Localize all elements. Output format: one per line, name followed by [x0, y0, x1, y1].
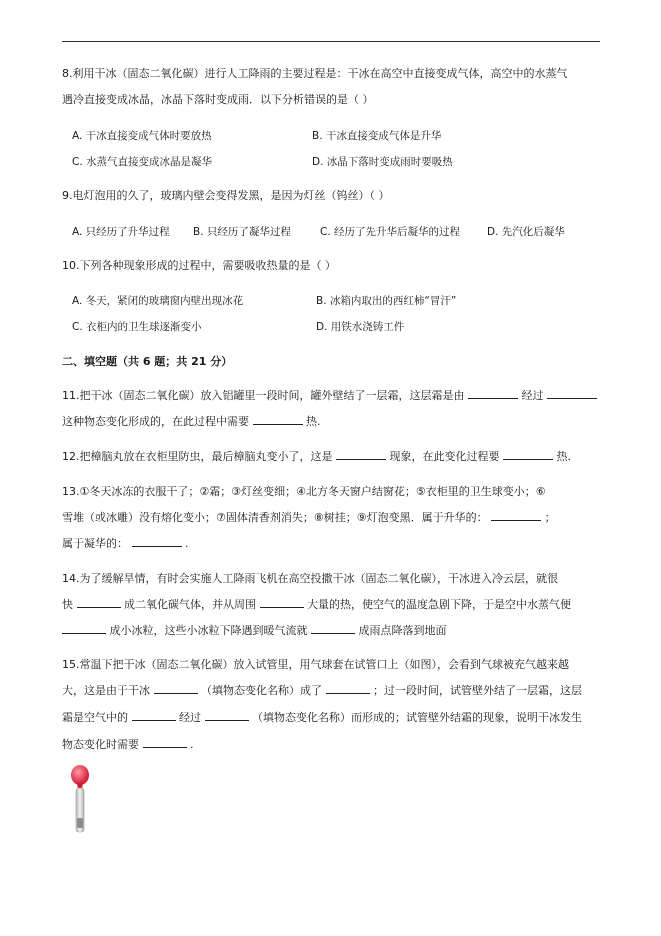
- q10-option-c[interactable]: C. 衣柜内的卫生球逐渐变小: [72, 321, 202, 333]
- q14-blank-4[interactable]: [311, 623, 355, 634]
- q8-stem-line2: 遇冷直接变成冰晶，冰晶下落时变成雨．以下分析错误的是（ ）: [62, 93, 374, 106]
- q13-blank-1[interactable]: [491, 510, 541, 521]
- q12-blank-2[interactable]: [503, 449, 553, 460]
- q9-stem: 9.电灯泡用的久了，玻璃内壁会变得发黑，是因为灯丝（钨丝）（ ）: [62, 189, 390, 202]
- q14-blank-2[interactable]: [260, 597, 304, 608]
- q8-option-c[interactable]: C. 水蒸气直接变成冰晶是凝华: [72, 156, 213, 168]
- q15-line4: [62, 737, 194, 753]
- q15-blank-3[interactable]: [132, 710, 176, 721]
- q11-line2: [62, 414, 321, 430]
- header-rule: [62, 41, 600, 42]
- q13-text-2: 雪堆（或冰雕）没有熔化变小；⑦固体清香剂消失；⑧树挂；⑨灯泡变黑．属于升华的：: [62, 511, 488, 524]
- q15-text-2: 大，这是由于干冰: [62, 684, 150, 697]
- q11-line1: [62, 388, 597, 404]
- q15-line1: 15.常温下把干冰（固态二氧化碳）放入试管里，用气球套在试管口上（如图），会看到气球被充气越来越: [62, 658, 569, 671]
- q11-blank-1[interactable]: [468, 388, 518, 399]
- q15-text-6: 经过: [179, 711, 201, 724]
- q12-blank-1[interactable]: [336, 449, 386, 460]
- q15-text-9: .: [190, 738, 194, 751]
- q15-blank-4[interactable]: [205, 710, 249, 721]
- balloon-icon: [71, 765, 89, 785]
- q14-text-3: 成二氧化碳气体，并从周围: [124, 598, 256, 611]
- q11-text-3: 这种物态变化形成的，在此过程中需要: [62, 415, 249, 428]
- q14-text-6: 成雨点降落到地面: [358, 624, 447, 637]
- q15-blank-2[interactable]: [326, 683, 370, 694]
- q14-blank-1[interactable]: [77, 597, 121, 608]
- q15-text-4: ；过一段时间，试管壁外结了一层霜，这层: [373, 684, 582, 697]
- q14-line3: [62, 623, 447, 639]
- q15-blank-1[interactable]: [154, 683, 198, 694]
- q13-blank-2[interactable]: [132, 536, 182, 547]
- q12-line1: [62, 449, 571, 465]
- q14-blank-3[interactable]: [62, 623, 106, 634]
- q15-text-3: （填物态变化名称）成了: [201, 684, 322, 697]
- q13-line3: [62, 536, 189, 552]
- q12-text-3: 热.: [556, 450, 571, 463]
- q9-option-b[interactable]: B. 只经历了凝华过程: [193, 226, 291, 238]
- q15-blank-5[interactable]: [143, 737, 187, 748]
- section-2-heading: 二、填空题（共 6 题；共 21 分）: [62, 355, 233, 368]
- q15-line2: [62, 683, 582, 699]
- q14-line1: 14.为了缓解旱情，有时会实施人工降雨飞机在高空投撒干冰（固态二氧化碳），干冰进入冷云层，就很: [62, 572, 558, 585]
- q11-text-4: 热.: [306, 415, 321, 428]
- q13-line2: [62, 510, 556, 526]
- q11-text-1: 11.把干冰（固态二氧化碳）放入铝罐里一段时间，罐外壁结了一层霜，这层霜是由: [62, 389, 465, 402]
- q14-text-2: 快: [62, 598, 73, 611]
- q14-text-5: 成小冰粒，这些小冰粒下降遇到暖气流就: [109, 624, 308, 637]
- q8-option-b[interactable]: B. 干冰直接变成气体是升华: [312, 130, 442, 142]
- dry-ice-icon: [77, 818, 83, 828]
- q12-text-1: 12.把樟脑丸放在衣柜里防虫，最后樟脑丸变小了，这是: [62, 450, 333, 463]
- q13-text-5: .: [185, 537, 189, 550]
- q10-option-a[interactable]: A. 冬天，紧闭的玻璃窗内壁出现冰花: [72, 295, 244, 307]
- q14-text-4: 大量的热，使空气的温度急剧下降，于是空中水蒸气便: [307, 598, 571, 611]
- q9-option-d[interactable]: D. 先汽化后凝华: [487, 226, 565, 238]
- q11-blank-2[interactable]: [547, 388, 597, 399]
- q11-blank-3[interactable]: [253, 414, 303, 425]
- q13-line1: 13.①冬天冰冻的衣服干了；②霜；③灯丝变细；④北方冬天窗户结窗花；⑤衣柜里的卫生球变小；⑥: [62, 485, 546, 498]
- q15-text-8: 物态变化时需要: [62, 738, 139, 751]
- q15-text-5: 霜是空气中的: [62, 711, 128, 724]
- q8-stem-line1: 8.利用干冰（固态二氧化碳）进行人工降雨的主要过程是：干冰在高空中直接变成气体，高空中的水蒸气: [62, 67, 568, 80]
- balloon-test-tube-figure: [68, 764, 92, 836]
- q10-stem: 10.下列各种现象形成的过程中，需要吸收热量的是（ ）: [62, 259, 336, 272]
- q10-option-b[interactable]: B. 冰箱内取出的西红柿“冒汗”: [316, 295, 457, 307]
- q14-line2: [62, 597, 571, 613]
- q9-option-a[interactable]: A. 只经历了升华过程: [72, 226, 170, 238]
- q8-option-d[interactable]: D. 冰晶下落时变成雨时要吸热: [312, 156, 453, 168]
- q13-text-4: 属于凝华的：: [62, 537, 128, 550]
- q15-line3: [62, 710, 582, 726]
- q15-text-7: （填物态变化名称）而形成的；试管壁外结霜的现象，说明干冰发生: [252, 711, 582, 724]
- q8-option-a[interactable]: A. 干冰直接变成气体时要放热: [72, 130, 212, 142]
- q10-option-d[interactable]: D. 用铁水浇铸工件: [316, 321, 405, 333]
- q13-text-3: ；: [544, 511, 556, 524]
- q12-text-2: 现象，在此变化过程要: [389, 450, 500, 463]
- q9-option-c[interactable]: C. 经历了先升华后凝华的过程: [320, 226, 461, 238]
- q11-text-2: 经过: [521, 389, 544, 402]
